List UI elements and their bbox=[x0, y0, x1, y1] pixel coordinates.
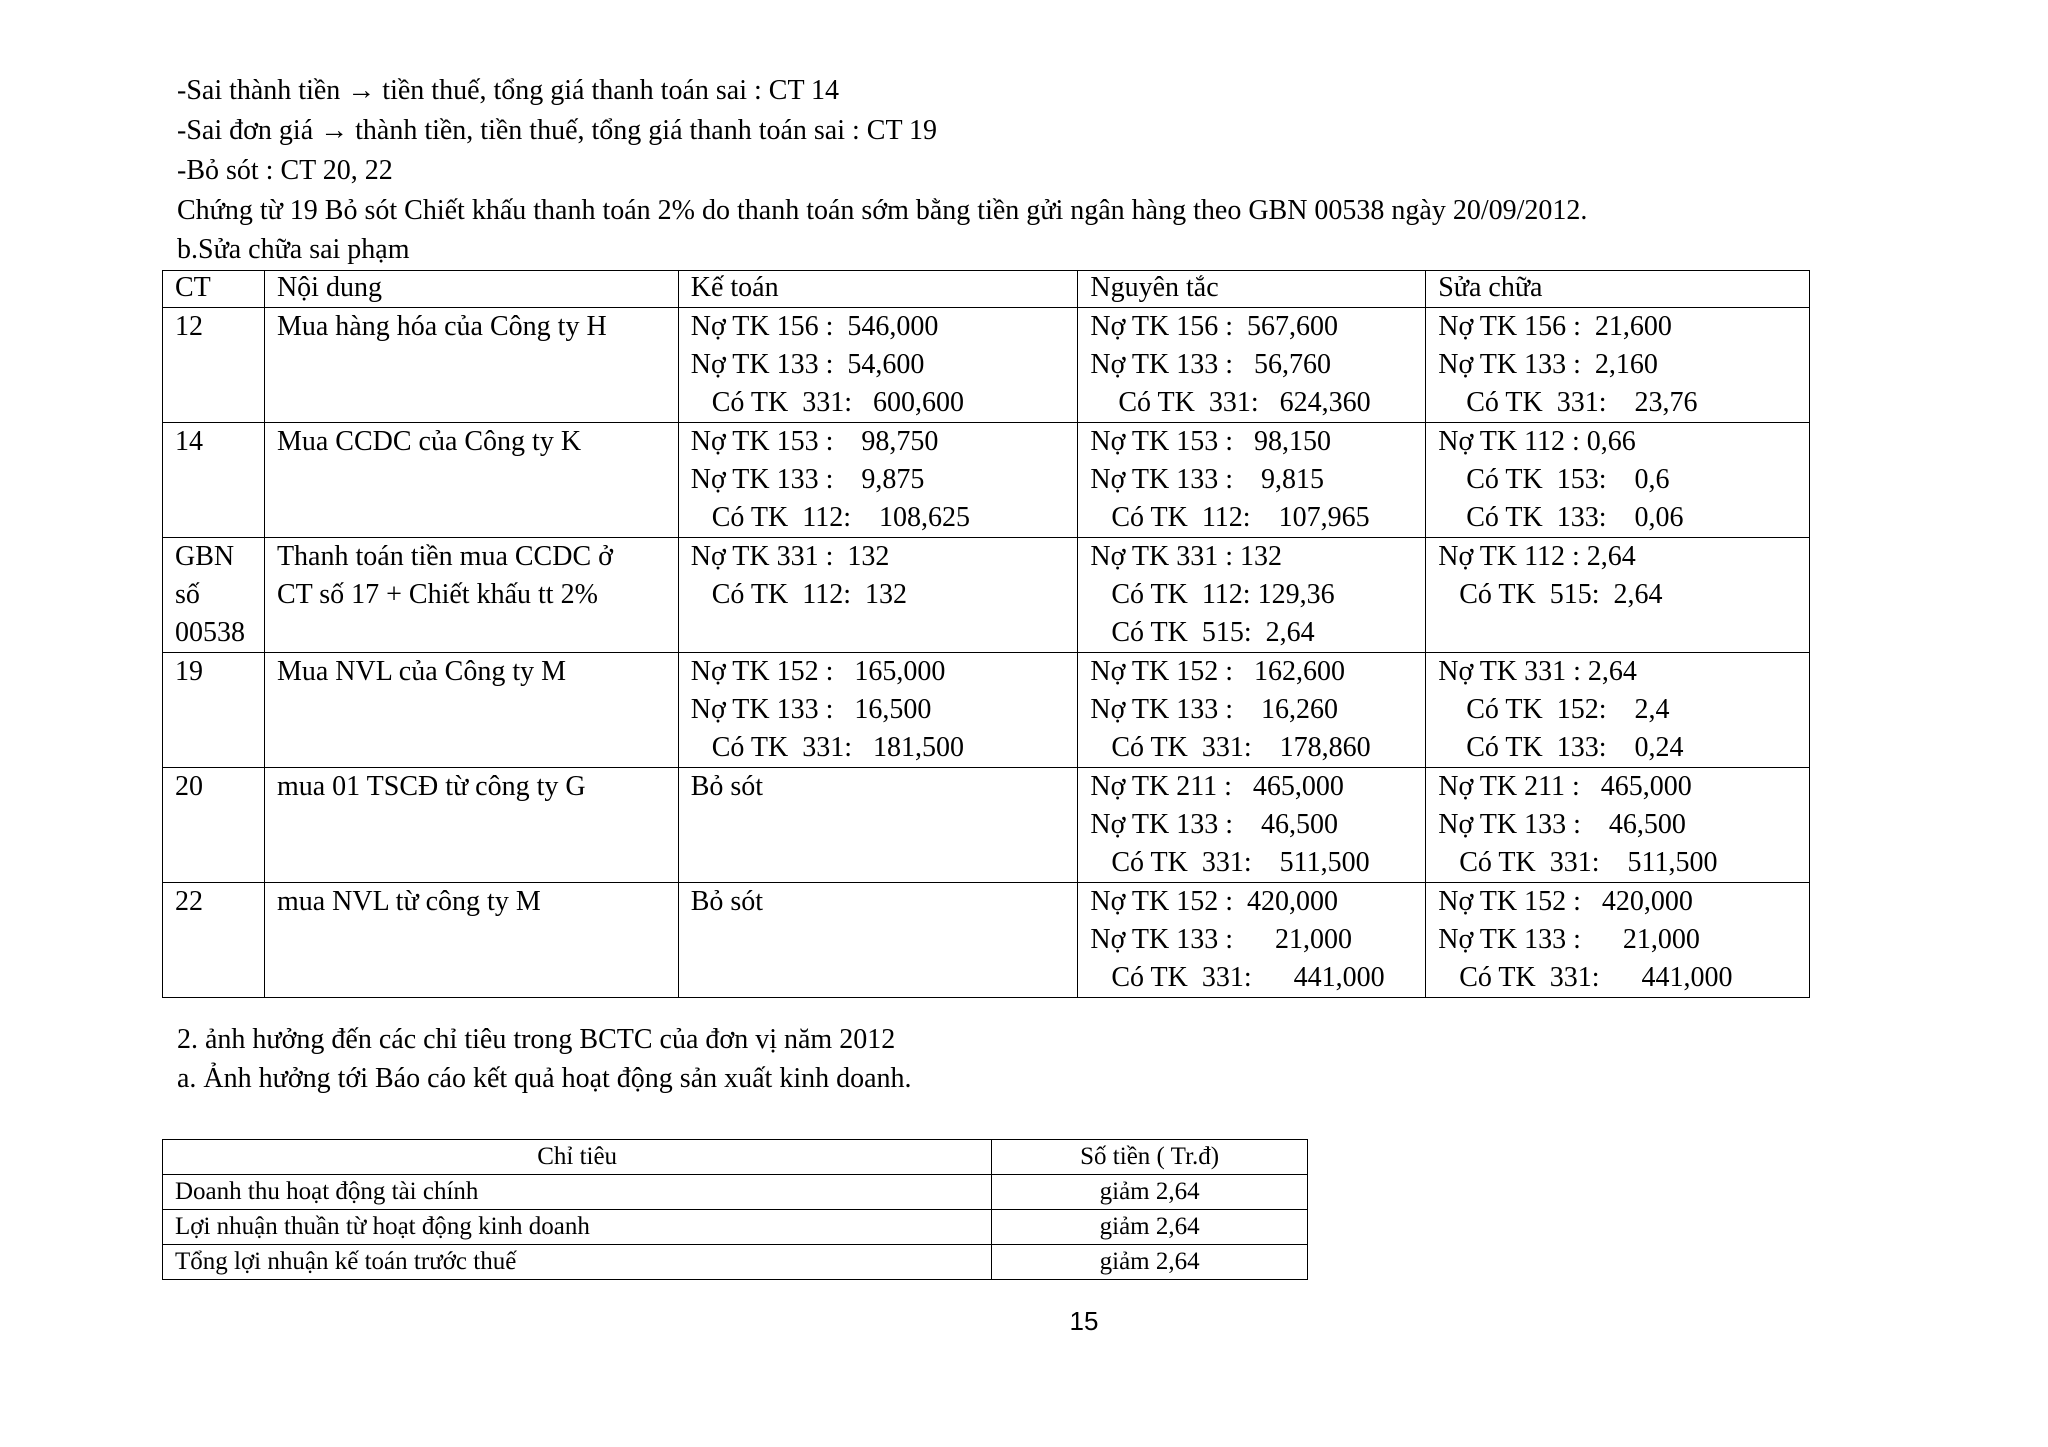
cell-line: Nợ TK 133 : 16,500 bbox=[690, 694, 932, 725]
impact-amount: giảm 2,64 bbox=[992, 1210, 1308, 1245]
cell-line: số bbox=[175, 579, 200, 610]
cell-line: Mua hàng hóa của Công ty H bbox=[276, 311, 607, 342]
header-ke-toan: Kế toán bbox=[678, 271, 1078, 308]
table-row bbox=[163, 883, 1810, 998]
impact-item: Doanh thu hoạt động tài chính bbox=[163, 1175, 992, 1210]
impact-amount: giảm 2,64 bbox=[992, 1245, 1308, 1280]
impact-amount: giảm 2,64 bbox=[992, 1175, 1308, 1210]
header-chi-tieu: Chỉ tiêu bbox=[163, 1140, 992, 1175]
cell-line: 20 bbox=[175, 771, 203, 802]
sua-chua-cell bbox=[1426, 768, 1810, 883]
cell-line: Nợ TK 331 : 2,64 bbox=[1438, 656, 1637, 687]
cell-line: Có TK 133: 0,06 bbox=[1438, 502, 1684, 533]
impact-item: Lợi nhuận thuần từ hoạt động kinh doanh bbox=[163, 1210, 992, 1245]
cell-line: 19 bbox=[175, 656, 203, 687]
header-sua-chua: Sửa chữa bbox=[1426, 271, 1810, 308]
ct-cell bbox=[163, 768, 265, 883]
content-cell bbox=[264, 883, 678, 998]
cell-line: Bỏ sót bbox=[690, 771, 764, 802]
cell-line: Có TK 515: 2,64 bbox=[1438, 579, 1663, 610]
intro-line-2: -Sai đơn giá → thành tiền, tiền thuế, tổng giá thanh toán sai : CT 19 bbox=[177, 115, 938, 146]
impact-item: Tổng lợi nhuận kế toán trước thuế bbox=[163, 1245, 992, 1280]
ke-toan-cell bbox=[678, 883, 1078, 998]
cell-line: Nợ TK 133 : 46,500 bbox=[1090, 809, 1338, 840]
header-noi-dung: Nội dung bbox=[264, 271, 678, 308]
cell-line: Nợ TK 112 : 0,66 bbox=[1438, 426, 1636, 457]
impact-table bbox=[162, 1139, 1308, 1280]
cell-line: Nợ TK 133 : 54,600 bbox=[690, 349, 925, 380]
cell-line: Nợ TK 133 : 56,760 bbox=[1090, 349, 1331, 380]
sua-chua-cell bbox=[1426, 653, 1810, 768]
content-cell bbox=[264, 653, 678, 768]
ke-toan-cell bbox=[678, 538, 1078, 653]
cell-line: Nợ TK 152 : 165,000 bbox=[690, 656, 946, 687]
cell-line: 14 bbox=[175, 426, 203, 457]
content-cell bbox=[264, 538, 678, 653]
ct-cell bbox=[163, 653, 265, 768]
section-2a-title: a. Ảnh hưởng tới Báo cáo kết quả hoạt động sản xuất kinh doanh. bbox=[177, 1063, 912, 1094]
cell-line: mua 01 TSCĐ từ công ty G bbox=[276, 771, 586, 802]
cell-line: 12 bbox=[175, 311, 203, 342]
cell-line: Có TK 112: 129,36 bbox=[1090, 579, 1335, 610]
table-row bbox=[163, 1210, 1308, 1245]
cell-line: GBN bbox=[175, 541, 235, 572]
content-cell bbox=[264, 768, 678, 883]
cell-line: Nợ TK 152 : 162,600 bbox=[1090, 656, 1345, 687]
cell-line: Nợ TK 133 : 21,000 bbox=[1090, 924, 1352, 955]
nguyen-tac-cell bbox=[1078, 653, 1426, 768]
cell-line: Nợ TK 133 : 2,160 bbox=[1438, 349, 1658, 380]
sua-chua-cell bbox=[1426, 538, 1810, 653]
cell-line: Bỏ sót bbox=[690, 886, 764, 917]
correction-table-body bbox=[163, 308, 1810, 998]
cell-line: Có TK 133: 0,24 bbox=[1438, 732, 1684, 763]
table-row bbox=[163, 308, 1810, 423]
cell-line: Nợ TK 331 : 132 bbox=[1090, 541, 1282, 572]
section-b-title: b.Sửa chữa sai phạm bbox=[177, 234, 410, 265]
nguyen-tac-cell bbox=[1078, 423, 1426, 538]
cell-line: Thanh toán tiền mua CCDC ở bbox=[276, 541, 613, 572]
impact-table-header bbox=[163, 1140, 1308, 1175]
content-cell bbox=[264, 308, 678, 423]
table-row bbox=[163, 768, 1810, 883]
sua-chua-cell bbox=[1426, 308, 1810, 423]
cell-line: CT số 17 + Chiết khấu tt 2% bbox=[276, 579, 598, 610]
header-so-tien: Số tiền ( Tr.đ) bbox=[992, 1140, 1308, 1175]
cell-line: mua NVL từ công ty M bbox=[276, 886, 541, 917]
table-row bbox=[163, 538, 1810, 653]
cell-line: Có TK 331: 181,500 bbox=[690, 732, 965, 763]
cell-line: Có TK 112: 132 bbox=[690, 579, 907, 610]
ke-toan-cell bbox=[678, 653, 1078, 768]
section-2-title: 2. ảnh hưởng đến các chỉ tiêu trong BCTC của đơn vị năm 2012 bbox=[177, 1024, 896, 1055]
cell-line: Có TK 331: 23,76 bbox=[1438, 387, 1698, 418]
table-row bbox=[163, 653, 1810, 768]
cell-line: Nợ TK 133 : 46,500 bbox=[1438, 809, 1686, 840]
cell-line: Có TK 515: 2,64 bbox=[1090, 617, 1315, 648]
cell-line: Nợ TK 331 : 132 bbox=[690, 541, 890, 572]
ct-cell bbox=[163, 423, 265, 538]
ct-cell bbox=[163, 883, 265, 998]
cell-line: Có TK 331: 511,500 bbox=[1438, 847, 1718, 878]
correction-table bbox=[162, 270, 1810, 998]
nguyen-tac-cell bbox=[1078, 768, 1426, 883]
table-row bbox=[163, 1245, 1308, 1280]
cell-line: Nợ TK 211 : 465,000 bbox=[1438, 771, 1692, 802]
cell-line: Nợ TK 156 : 21,600 bbox=[1438, 311, 1672, 342]
cell-line: Có TK 112: 108,625 bbox=[690, 502, 970, 533]
impact-table-body bbox=[163, 1175, 1308, 1280]
cell-line: Nợ TK 133 : 21,000 bbox=[1438, 924, 1700, 955]
cell-line: Nợ TK 133 : 9,875 bbox=[690, 464, 925, 495]
table-row bbox=[163, 1175, 1308, 1210]
correction-table-header bbox=[163, 271, 1810, 308]
cell-line: Có TK 331: 178,860 bbox=[1090, 732, 1371, 763]
cell-line: Nợ TK 152 : 420,000 bbox=[1090, 886, 1338, 917]
intro-line-3: -Bỏ sót : CT 20, 22 bbox=[177, 155, 393, 186]
nguyen-tac-cell bbox=[1078, 308, 1426, 423]
cell-line: Nợ TK 156 : 546,000 bbox=[690, 311, 939, 342]
cell-line: Nợ TK 133 : 9,815 bbox=[1090, 464, 1324, 495]
intro-line-4: Chứng từ 19 Bỏ sót Chiết khấu thanh toán 2% do thanh toán sớm bằng tiền gửi ngân hàng theo GBN 00538 ngày 20/09/2012. bbox=[177, 195, 1588, 226]
sua-chua-cell bbox=[1426, 423, 1810, 538]
ct-cell bbox=[163, 538, 265, 653]
cell-line: Nợ TK 211 : 465,000 bbox=[1090, 771, 1344, 802]
cell-line: Có TK 331: 624,360 bbox=[1090, 387, 1371, 418]
nguyen-tac-cell bbox=[1078, 883, 1426, 998]
cell-line: Có TK 153: 0,6 bbox=[1438, 464, 1670, 495]
cell-line: Có TK 331: 511,500 bbox=[1090, 847, 1370, 878]
cell-line: Mua CCDC của Công ty K bbox=[276, 426, 582, 457]
cell-line: Nợ TK 156 : 567,600 bbox=[1090, 311, 1338, 342]
header-ct: CT bbox=[163, 271, 265, 308]
content-cell bbox=[264, 423, 678, 538]
sua-chua-cell bbox=[1426, 883, 1810, 998]
cell-line: 22 bbox=[175, 886, 203, 917]
ke-toan-cell bbox=[678, 423, 1078, 538]
cell-line: Có TK 331: 600,600 bbox=[690, 387, 965, 418]
cell-line: Nợ TK 153 : 98,750 bbox=[690, 426, 939, 457]
page-number: 15 bbox=[1069, 1306, 1099, 1336]
cell-line: Mua NVL của Công ty M bbox=[276, 656, 566, 687]
nguyen-tac-cell bbox=[1078, 538, 1426, 653]
cell-line: Nợ TK 133 : 16,260 bbox=[1090, 694, 1338, 725]
cell-line: 00538 bbox=[175, 617, 245, 648]
ct-cell bbox=[163, 308, 265, 423]
cell-line: Có TK 112: 107,965 bbox=[1090, 502, 1370, 533]
header-nguyen-tac: Nguyên tắc bbox=[1078, 271, 1426, 308]
ke-toan-cell bbox=[678, 308, 1078, 423]
cell-line: Nợ TK 112 : 2,64 bbox=[1438, 541, 1636, 572]
cell-line: Có TK 331: 441,000 bbox=[1438, 962, 1733, 993]
cell-line: Có TK 331: 441,000 bbox=[1090, 962, 1385, 993]
cell-line: Nợ TK 152 : 420,000 bbox=[1438, 886, 1693, 917]
table-row bbox=[163, 423, 1810, 538]
intro-line-1: -Sai thành tiền → tiền thuế, tổng giá thanh toán sai : CT 14 bbox=[177, 75, 840, 106]
cell-line: Có TK 152: 2,4 bbox=[1438, 694, 1670, 725]
ke-toan-cell bbox=[678, 768, 1078, 883]
cell-line: Nợ TK 153 : 98,150 bbox=[1090, 426, 1331, 457]
